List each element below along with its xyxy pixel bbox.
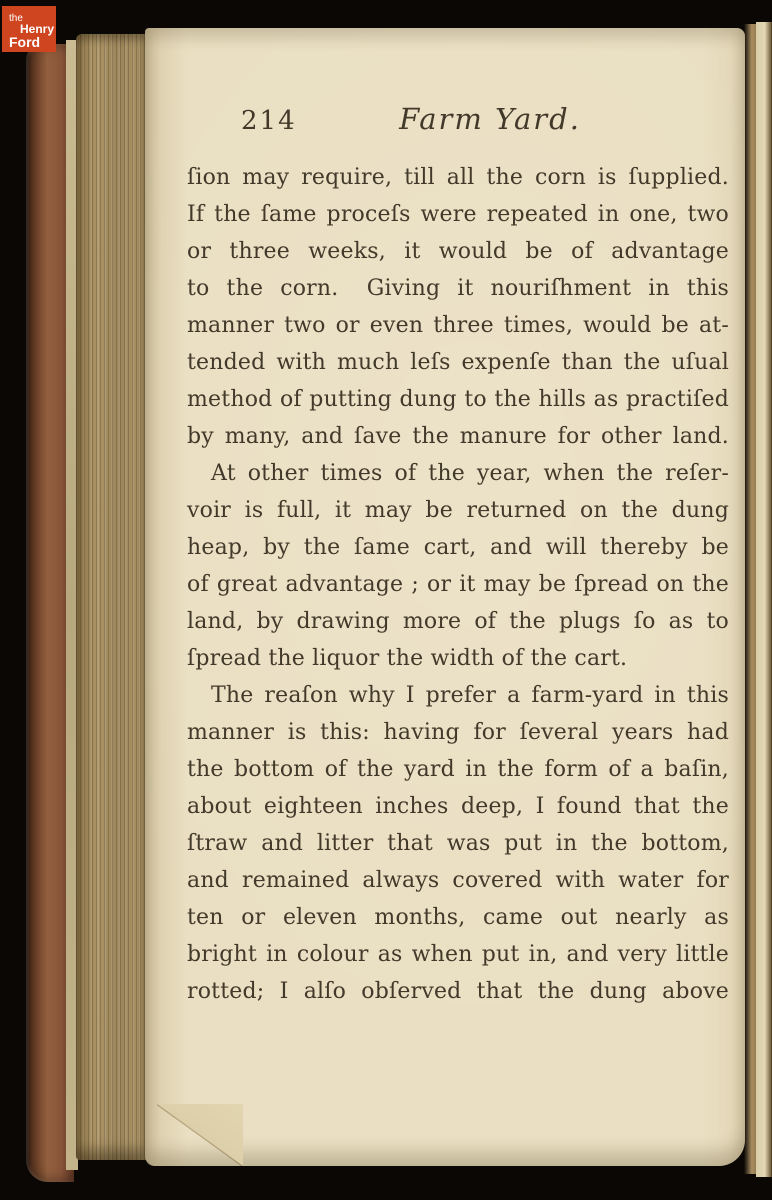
- logo-text-ford: Ford: [9, 34, 41, 50]
- text-line: manner is this: having for ſeveral years had: [187, 720, 729, 745]
- paragraph: [187, 159, 729, 455]
- page-number: 214: [241, 106, 297, 136]
- text-line: manner two or even three times, would be at-: [187, 313, 729, 338]
- page-header: [187, 102, 729, 144]
- text-line: tended with much leſs expenſe than the uſual: [187, 350, 729, 375]
- text-line: ſion may require, till all the corn is ſupplied.: [187, 165, 729, 190]
- text-line: rotted; I alſo obſerved that the dung above: [187, 979, 729, 1004]
- text-line: about eighteen inches deep, I found that the: [187, 794, 729, 819]
- text-line: the bottom of the yard in the form of a baſin,: [187, 757, 729, 782]
- text-line: of great advantage ; or it may be ſpread on the: [187, 572, 729, 597]
- text-line: to the corn. Giving it nouriſhment in this: [187, 276, 729, 301]
- text-line: ſtraw and litter that was put in the bottom,: [187, 831, 729, 856]
- text-line: ſpread the liquor the width of the cart.: [187, 646, 628, 671]
- text-line: At other times of the year, when the reſer-: [211, 461, 729, 486]
- henry-ford-logo: [2, 6, 56, 52]
- dog-ear-folded-corner: [157, 1104, 243, 1166]
- paragraph: [187, 677, 729, 1010]
- logo-text-henry: Henry: [20, 22, 55, 36]
- text-line: land, by drawing more of the plugs ſo as to: [187, 609, 729, 634]
- text-line: voir is full, it may be returned on the dung: [187, 498, 729, 523]
- body-text: [187, 159, 729, 1010]
- text-line: The reaſon why I prefer a farm-yard in this: [211, 683, 729, 708]
- text-line: ten or eleven months, came out nearly as: [187, 905, 729, 930]
- logo-text-the: the: [9, 13, 23, 24]
- text-line: method of putting dung to the hills as practiſed: [187, 387, 729, 412]
- book-page: [145, 28, 745, 1166]
- text-line: by many, and ſave the manure for other land.: [187, 424, 729, 449]
- running-title: Farm Yard.: [399, 102, 581, 136]
- text-line: heap, by the ſame cart, and will thereby be: [187, 535, 729, 560]
- book-page-block-edge: [76, 34, 146, 1160]
- text-line: If the ſame proceſs were repeated in one, two: [187, 202, 729, 227]
- text-line: and remained always covered with water for: [187, 868, 729, 893]
- text-line: or three weeks, it would be of advantage: [187, 239, 729, 264]
- text-line: bright in colour as when put in, and very little: [187, 942, 729, 967]
- facing-page-sliver: [756, 22, 772, 1177]
- paragraph: [187, 455, 729, 677]
